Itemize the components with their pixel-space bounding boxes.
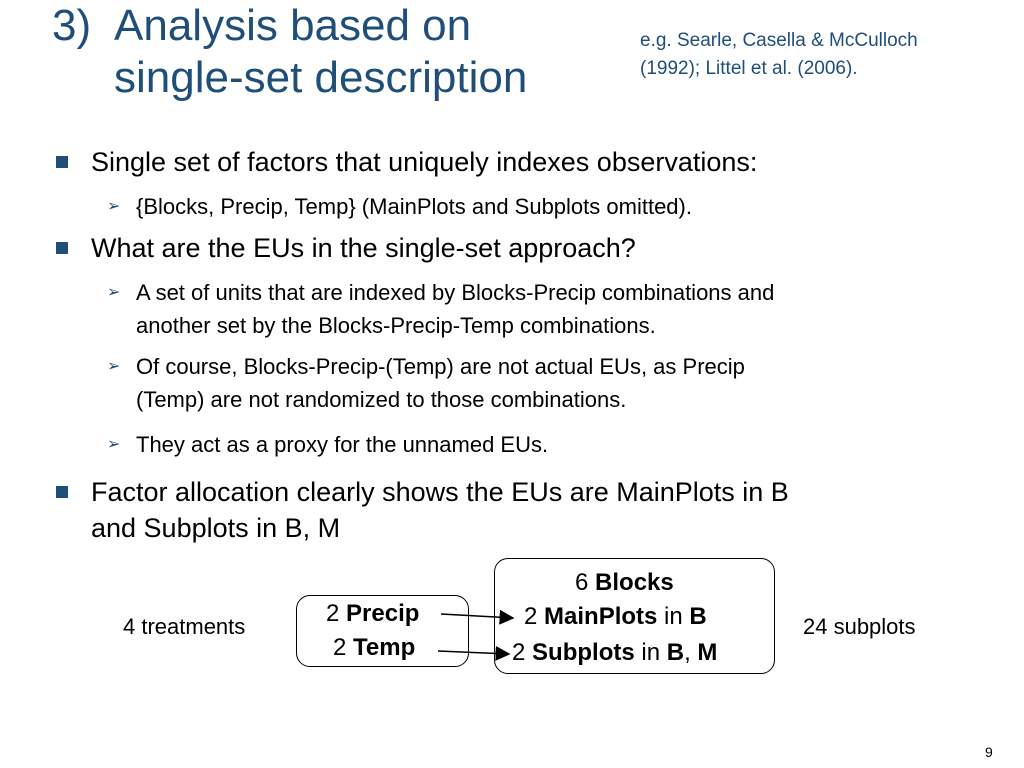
bullet-2-sub-1-line2: another set by the Blocks-Precip-Temp combinations. — [136, 313, 656, 338]
bullet-1-sub-1-text: {Blocks, Precip, Temp} (MainPlots and Subplots omitted). — [136, 194, 692, 219]
temp-to-subplots-arrow — [438, 651, 509, 654]
precip-factor: Precip — [346, 600, 420, 627]
bullet-2-sub-2-line1: Of course, Blocks-Precip-(Temp) are not actual EUs, as Precip — [136, 354, 745, 379]
title-number: 3) — [52, 1, 92, 50]
mainplots-factor: MainPlots — [544, 603, 658, 630]
title-line2: single-set description — [114, 53, 528, 102]
treatment-row-temp: 2 Temp — [333, 634, 416, 661]
unit-row-mainplots: 2 MainPlots in B — [524, 603, 707, 630]
blocks-factor: Blocks — [595, 569, 674, 596]
page-number: 9 — [985, 744, 993, 760]
subplots-count-label: 24 subplots — [803, 614, 916, 639]
arrow-bullet-icon: ➢ — [107, 198, 121, 215]
bullet-2-text: What are the EUs in the single-set approach? — [91, 233, 636, 263]
bullet-3-line1: Factor allocation clearly shows the EUs are MainPlots in B — [91, 477, 789, 507]
treatments-count-label: 4 treatments — [123, 614, 246, 639]
precip-to-mainplots-arrow — [441, 614, 513, 618]
bullet-2-sub-1-line1: A set of units that are indexed by Blocks-Precip combinations and — [136, 280, 775, 305]
arrow-bullet-icon: ➢ — [107, 358, 121, 375]
unit-row-blocks: 6 Blocks — [575, 569, 674, 596]
arrow-bullet-icon: ➢ — [107, 436, 121, 453]
bullet-2-sub-2-line2: (Temp) are not randomized to those combinations. — [136, 387, 627, 412]
reference-line1: e.g. Searle, Casella & McCulloch — [640, 30, 918, 51]
bullet-1-text: Single set of factors that uniquely indexes observations: — [91, 147, 758, 177]
title-line1: Analysis based on — [114, 1, 472, 50]
unit-row-subplots: 2 Subplots in B, M — [512, 639, 718, 666]
arrow-bullet-icon: ➢ — [107, 284, 121, 301]
bullet-3-line2: and Subplots in B, M — [91, 513, 341, 543]
subplots-factor: Subplots — [532, 639, 635, 666]
treatment-row-precip: 2 Precip — [326, 600, 420, 627]
bullet-2-sub-3-text: They act as a proxy for the unnamed EUs. — [136, 432, 549, 457]
temp-factor: Temp — [353, 634, 416, 661]
reference-line2: (1992); Littel et al. (2006). — [640, 58, 858, 79]
